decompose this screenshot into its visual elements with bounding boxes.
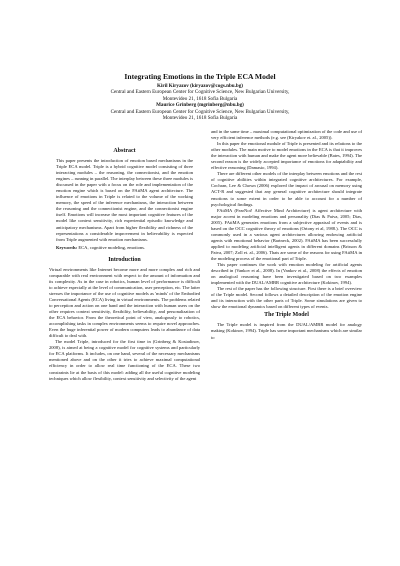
author-name: Kiril Kiryazov (kiryazov@cogs.nbu.bg): [157, 83, 243, 89]
paragraph: Virtual environments like Internet become more and more complex and rich and comparable with real environment with respect to the amount of information and its complexity. As in the case in robotics, human level of performance is difficult to achieve especially at the level of communication, user perception, etc. The latter stresses the importance of the use of cognitive models as 'minds' of the Embodied Conversational Agents (ECA) living in virtual environments. The problems related to perception and action on one hand and the interaction with human users on the other requires context sensitivity, flexibility, believability, and personalization of the ECA behavior. From the theoretical point of view, analogously to robotics, accomplishing tasks in complex environments seems to require novel approaches. Even the huge inferential power of modern computers leads to abundance of data difficult to deal with.: [49, 266, 200, 339]
paper-header: [0, 72, 400, 121]
abstract-body: [56, 158, 193, 243]
paragraph: and in the same time – maximal computational optimization of the code and use of very efficient inference methods (e.g. see (Kiryakov et. al., 2005)).: [211, 129, 362, 141]
keywords-text: ECA, cognitive modeling, emotions.: [78, 244, 146, 250]
author-affiliation: Central and Eastern European Center for Cognitive Science, New Bulgarian University,: [110, 89, 290, 96]
paragraph: The rest of the paper has the following structure. First there is a brief overview of the Triple model. Second follows a detailed description of the emotion engine and its interaction with the other parts of Triple. Some simulations are given to show the emotional dynamics based on different types of events.: [211, 286, 362, 310]
author-address: Montevideo 21, 1618 Sofia Bulgaria: [162, 95, 238, 102]
author-name: Maurice Grinberg (mgrinberg@nbu.bg): [156, 102, 244, 109]
paragraph: The Triple model is inspired from the DUAL/AMBR model for analogy making (Kokinov, 1994). Triple has some important mechanisms which are similar to: [211, 322, 362, 340]
abstract-heading: Abstract: [113, 148, 136, 154]
author-affiliation: Central and Eastern European Center for Cognitive Science, New Bulgarian University,: [110, 108, 290, 115]
paragraph: In this paper the emotional module of Triple is presented and its relations to the other modules. The main motive to model emotions in the ECA is that it improves the interaction with human and make the agent more believable (Bates, 1994). The second reason is the widely accepted importance of emotions for adaptability and effective reasoning (Damasio, 1994).: [211, 141, 362, 171]
paragraph: The model Triple, introduced for the first time in (Grinberg & Kostadinov, 2008), is aimed at being a cognitive model for cognitive systems and particularly for ECA platforms. It includes, on one hand, several of the necessary mechanisms mentioned above and on the other it tries to achieve maximal computational efficiency in order to allow real time functioning of the ECA. These two constraints lie at the basis of this model: adding all the useful cognitive modeling techniques which allow flexibility, context sensitivity and selectivity of the agent: [49, 339, 200, 381]
triple-model-heading: The Triple Model: [264, 312, 309, 319]
abstract-text: This paper presents the introduction of emotion based mechanisms in the Triple ECA model. Triple is a hybrid cognitive model consisting of three interacting modules – the reasoning, the connectionist, and the emotion engines – running in parallel. The interplay between these three modules is discussed in the paper with a focus on the role and implementation of the emotion engine which is based on the FAtiMA agent architecture. The influence of emotions in Triple is related to the volume of the working memory, the speed of the inference mechanisms, the interaction between the reasoning and the connectionist engine, and the connectionist engine itself. Emotions will increase the most important cognitive features of the model like context sensitivity, rich experiential episodic knowledge and anticipatory mechanisms. Apart from higher flexibility and richness of the representations a considerable improvement in believability is expected from Triple augmented with emotion mechanisms.: [56, 158, 193, 242]
paper-title: Integrating Emotions in the Triple ECA Model: [124, 72, 276, 81]
author-address: Montevideo 21, 1618 Sofia Bulgaria: [162, 115, 238, 122]
right-column: [211, 129, 362, 341]
paragraph: There are different other models of the interplay between emotions and the rest of cognitive abilities within integrated cognitive architectures. For example, Cochran, Lee & Chown (2006) explored the impact of arousal on memory using ACT-R and suggested that any general cognitive architecture should integrate emotions to some extent in order to be able to account for a number of psychological findings.: [211, 171, 362, 207]
paragraph: FAtiMA (FearNot! Affective Mind Architecture) is agent architecture with major accent in modeling emotions and personality (Dias & Paiva, 2005; Dias, 2005). FAtiMA generates emotions from a subjective appraisal of events and is based on the OCC cognitive theory of emotions (Ortony et al, 1988.). The OCC is commonly used in a various agent architectures allowing endowing artificial agents with emotional behavior (Bartneck, 2002). FAtiMA has been successfully applied to modeling artificial intelligent agents in different domains (Brisson & Paiva, 2007; Zoll et. al., 2006). Thats are some of the reasons for using FAtiMA in the modeling process of the emotional part of Triple.: [211, 207, 362, 261]
introduction-heading: Introduction: [108, 256, 141, 263]
keywords-label: Keywords:: [56, 244, 78, 250]
left-column: [49, 146, 200, 382]
paragraph: This paper continues the work with emotion modeling for artificial agents described in (Vankov et al., 2008). In (Vankov et al., 2008) the effects of emotion on analogical reasoning have been investigated based on two examples implemented with the DUAL/AMBR cognitive architecture (Kokinov, 1994).: [211, 262, 362, 286]
keywords: [56, 245, 193, 251]
